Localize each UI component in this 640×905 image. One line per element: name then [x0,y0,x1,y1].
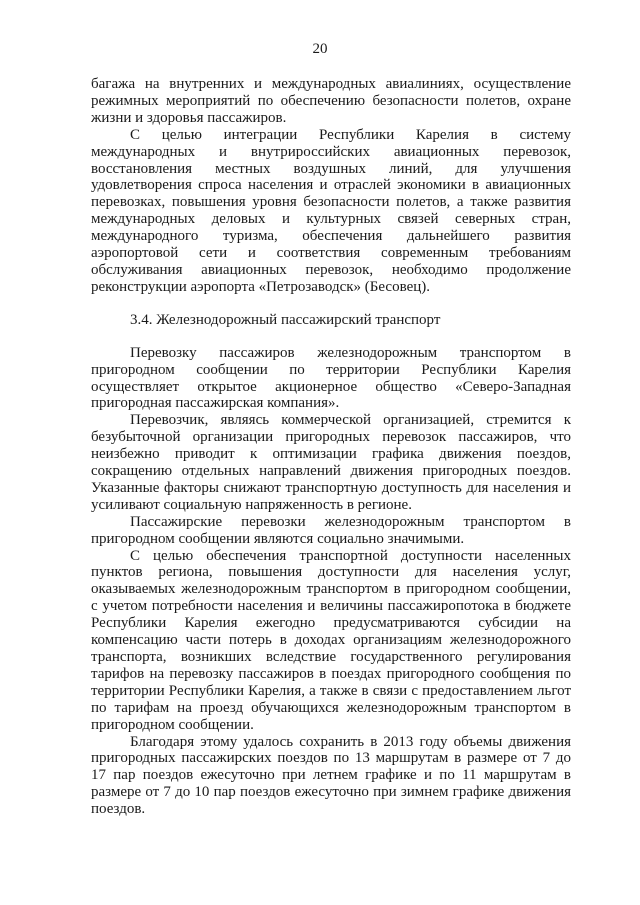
text-line: по тарифам на проезд обучающихся железнодорожным транспортом в [91,699,571,716]
paragraph-carrier-optimization [91,412,571,513]
text-line: Благодаря этому удалось сохранить в 2013 году объемы движения [130,733,571,750]
text-line: Указанные факторы снижают транспортную доступность для населения и [91,479,571,496]
text-line: с учетом потребности населения и величины пассажиропотока в бюджете [91,598,571,615]
text-line: международного туризма, обеспечения дальнейшего развития [91,228,571,245]
text-line: неизбежно приводит к оптимизации графика движения поездов, [91,446,571,463]
text-line: аэропортовой сети и соответствия современным требованиям [91,245,571,262]
text-line: территории Республики Карелия, а также в связи с предоставлением льгот [91,682,571,699]
text-line: Пассажирские перевозки железнодорожным транспортом в [130,513,571,530]
text-line: пригородных пассажирских поездов по 13 маршрутам в размере от 7 до [91,750,571,767]
paragraph-rail-operator [91,345,571,413]
section-heading: 3.4. Железнодорожный пассажирский транспорт [130,311,441,328]
text-line: тарифов на перевозку пассажиров в поездах пригородного сообщения по [91,665,571,682]
text-line: оказываемых железнодорожным транспортом в пригородном сообщении, [91,581,571,598]
text-line: восстановления местных воздушных линий, для улучшения [91,160,571,177]
text-line: осуществляет открытое акционерное общество «Северо-Западная [91,378,571,395]
text-line: компенсацию части потерь в доходах организациям железнодорожного [91,632,571,649]
text-line: международных деловых и культурных связей северных стран, [91,211,571,228]
paragraph-subsidies [91,548,571,734]
text-line: обслуживания авиационных перевозок, необходимо продолжение [91,261,571,278]
text-line: усиливают социальную напряженность в регионе. [91,496,412,513]
text-line: С целью интеграции Республики Карелия в систему [130,126,571,143]
paragraph-airport-reconstruction [91,127,571,296]
text-line: жизни и здоровья пассажиров. [91,109,287,126]
page-number: 20 [312,41,328,57]
text-line: размере от 7 до 10 пар поездов ежесуточно при зимнем графике движения [91,784,571,801]
text-line: пригородном сообщении являются социально значимыми. [91,530,465,547]
text-line: международных и внутрироссийских авиационных перевозок, [91,143,571,160]
text-line: пригородном сообщении по территории Республики Карелия [91,361,571,378]
text-line: режимных мероприятий по обеспечению безопасности полетов, охране [91,92,571,109]
text-line: реконструкции аэропорта «Петрозаводск» (Бесовец). [91,278,431,295]
text-line: Республики Карелия ежегодно предусматриваются субсидии на [91,615,571,632]
text-line: поездов. [91,801,146,818]
text-line: перевозках, повышения уровня безопасности полетов, а также развития [91,194,571,211]
text-line: багажа на внутренних и международных авиалиниях, осуществление [91,76,571,92]
paragraph-air-safety [91,76,571,127]
text-line: 17 пар поездов ежесуточно при летнем графике и по 11 маршрутам в [91,767,571,784]
document-body [91,76,571,818]
text-line: Перевозку пассажиров железнодорожным транспортом в [130,344,571,361]
text-line: пригородная пассажирская компания». [91,395,340,412]
paragraph-social-significance [91,514,571,548]
text-line: Перевозчик, являясь коммерческой организацией, стремится к [130,412,571,429]
text-line: удовлетворения спроса населения и отраслей экономики в авиационных [91,177,571,194]
paragraph-train-volumes [91,734,571,819]
text-line: пунктов региона, повышения доступности для населения услуг, [91,564,571,581]
text-line: пригородном сообщении. [91,716,254,733]
text-line: безубыточной организации пригородных перевозок пассажиров, что [91,429,571,446]
text-line: сокращению отдельных направлений движения пригородных поездов. [91,463,571,480]
text-line: С целью обеспечения транспортной доступности населенных [130,547,571,564]
text-line: транспорта, возникших вследствие государственного регулирования [91,649,571,665]
